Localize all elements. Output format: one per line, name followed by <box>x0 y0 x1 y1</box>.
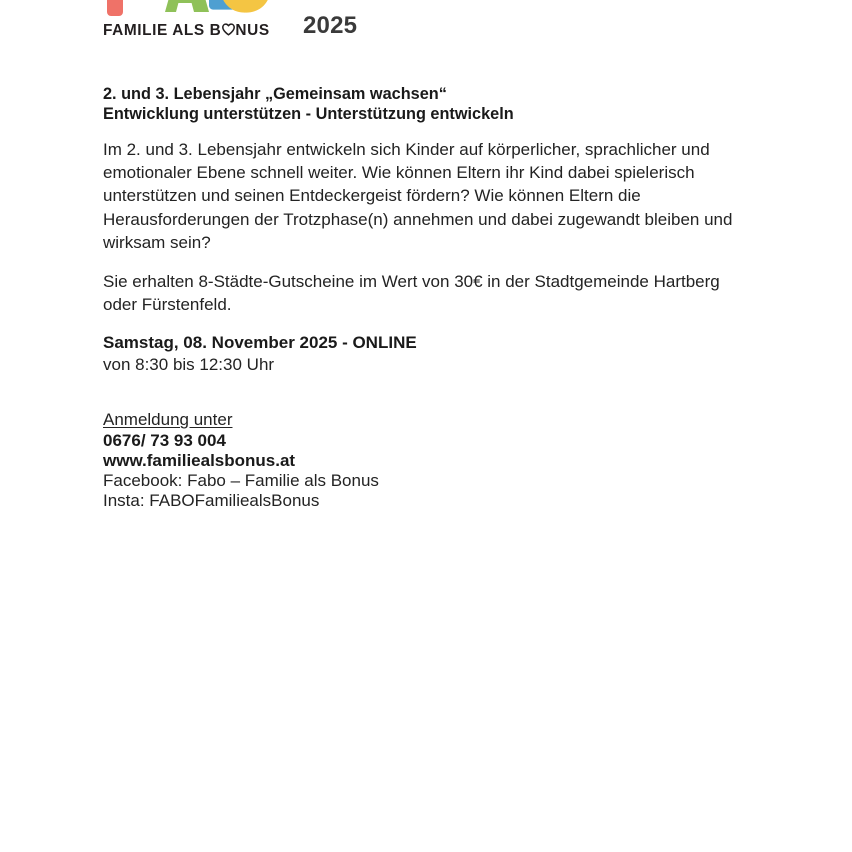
fabo-wordmark-icon <box>103 0 275 20</box>
flyer-content <box>103 85 749 511</box>
event-date: Samstag, 08. November 2025 - ONLINE <box>103 333 417 353</box>
website-link[interactable]: www.familiealsbonus.at <box>103 450 296 470</box>
page-title-line-2: Entwicklung unterstützen - Unterstützung entwickeln <box>103 104 514 123</box>
description-paragraph: Im 2. und 3. Lebensjahr entwickeln sich Kinder auf körperlicher, sprachlicher und emotionaler Ebene schnell weiter. Wie können Eltern ihr Kind dabei spielerisch unterstützen und seinen Entdeckergeist fördern? Wie können Eltern die Herausforderungen der Trotzphase(n) annehmen und dabei zugewandt bleiben und wirksam sein? <box>103 140 733 252</box>
fabo-logo <box>103 0 275 20</box>
page-title <box>103 85 749 124</box>
facebook-handle[interactable]: Facebook: Fabo – Familie als Bonus <box>103 471 379 491</box>
voucher-paragraph: Sie erhalten 8-Städte-Gutscheine im Wert von 30€ in der Stadtgemeinde Hartberg oder Fürstenfeld. <box>103 272 720 315</box>
instagram-handle[interactable]: Insta: FABOFamiliealsBonus <box>103 491 320 511</box>
registration-label: Anmeldung unter <box>103 410 233 430</box>
year-label: 2025 <box>303 12 358 39</box>
contact-details <box>103 410 749 511</box>
phone-number[interactable]: 0676/ 73 93 004 <box>103 430 226 450</box>
event-details <box>103 332 749 376</box>
page-title-line-1: 2. und 3. Lebensjahr „Gemeinsam wachsen“ <box>103 85 447 103</box>
heart-icon <box>222 23 235 39</box>
event-time: von 8:30 bis 12:30 Uhr <box>103 355 275 375</box>
logo-tagline-part-1: FAMILIE ALS B <box>103 22 222 39</box>
page-header <box>0 0 852 52</box>
logo-tagline-part-2: NUS <box>235 22 270 39</box>
logo-tagline <box>103 23 270 39</box>
